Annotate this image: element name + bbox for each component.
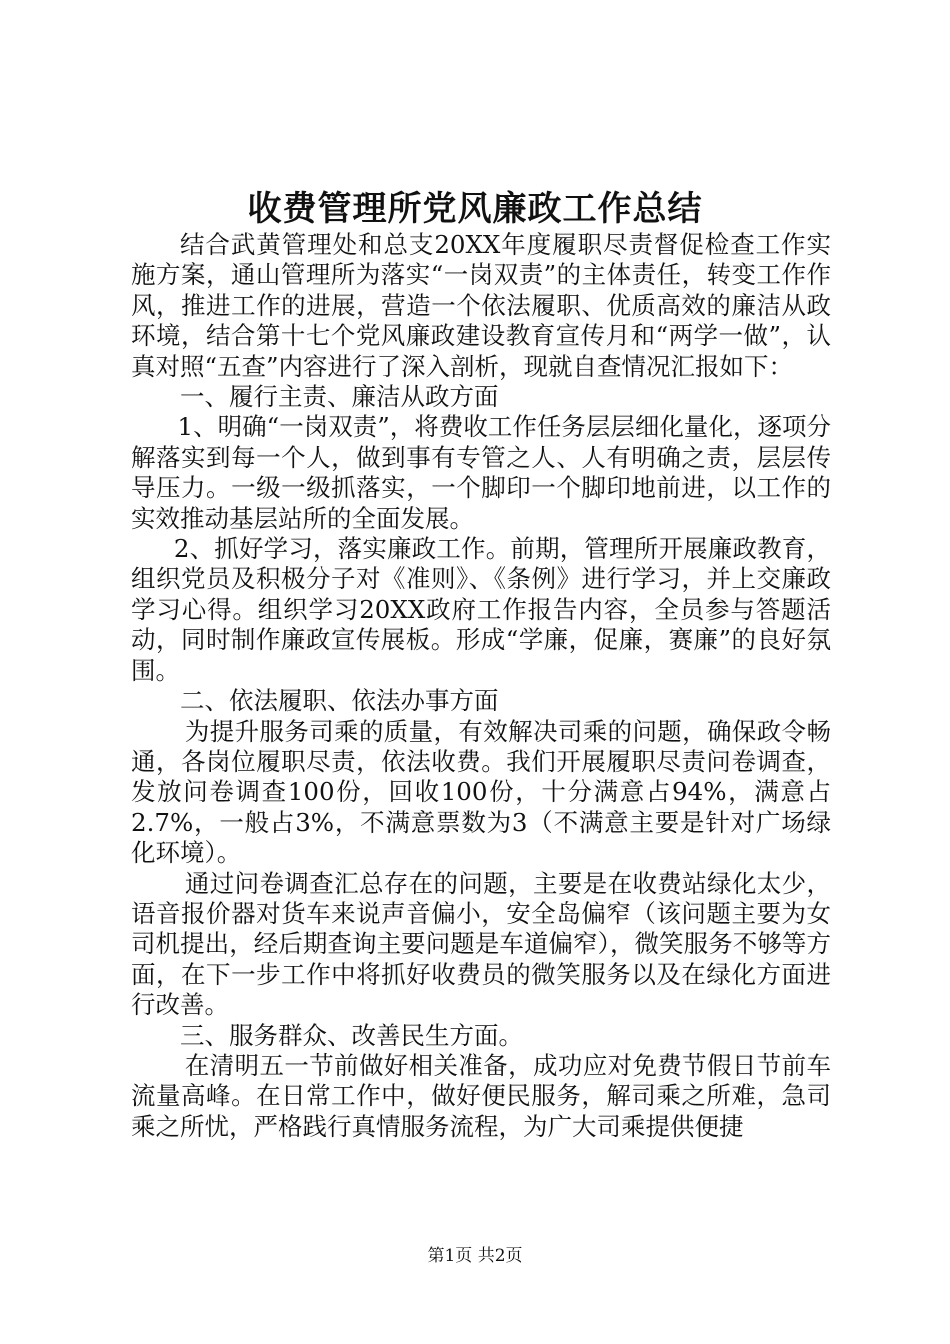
page-number-footer: 第1页 共2页	[427, 1246, 523, 1266]
paragraph-item-1: 1、明确“一岗双责”，将费收工作任务层层细化量化，逐项分解落实到每一个人，做到事有专管之人、人有明确之责，层层传导压力。一级一级抓落实，一个脚印一个脚印地前进，以工作的实效推动基层站所的全面发展。	[131, 412, 831, 533]
document-title: 收费管理所党风廉政工作总结	[247, 189, 703, 229]
section-heading-3: 三、服务群众、改善民生方面。	[180, 1020, 523, 1050]
paragraph-item-2: 2、抓好学习，落实廉政工作。前期，管理所开展廉政教育，组织党员及积极分子对《准则》、《条例》进行学习，并上交廉政学习心得。组织学习20XX政府工作报告内容，全员参与答题活动，同时制作廉政宣传展板。形成“学廉，促廉，赛廉”的良好氛围。	[131, 534, 831, 685]
paragraph-intro: 结合武黄管理处和总支20XX年度履职尽责督促检查工作实施方案，通山管理所为落实“一岗双责”的主体责任，转变工作作风，推进工作的进展，营造一个依法履职、优质高效的廉洁从政环境，结合第十七个党风廉政建设教育宣传月和“两学一做”，认真对照“五查”内容进行了深入剖析，现就自查情况汇报如下：	[131, 230, 831, 381]
paragraph-service: 在清明五一节前做好相关准备，成功应对免费节假日节前车流量高峰。在日常工作中，做好便民服务，解司乘之所难，急司乘之所忧，严格践行真情服务流程，为广大司乘提供便捷	[131, 1050, 831, 1141]
paragraph-survey: 为提升服务司乘的质量，有效解决司乘的问题，确保政令畅通，各岗位履职尽责，依法收费。我们开展履职尽责问卷调查，发放问卷调查100份，回收100份，十分满意占94%，满意占2.7%，一般占3%，不满意票数为3（不满意主要是针对广场绿化环境）。	[131, 716, 831, 868]
document-body	[131, 230, 831, 1142]
section-heading-1: 一、履行主责、廉洁从政方面	[180, 382, 499, 412]
section-heading-2: 二、依法履职、依法办事方面	[180, 686, 499, 716]
paragraph-issues: 通过问卷调查汇总存在的问题，主要是在收费站绿化太少，语音报价器对货车来说声音偏小，安全岛偏窄（该问题主要为女司机提出，经后期查询主要问题是车道偏窄），微笑服务不够等方面，在下一步工作中将抓好收费员的微笑服务以及在绿化方面进行改善。	[131, 868, 831, 1020]
